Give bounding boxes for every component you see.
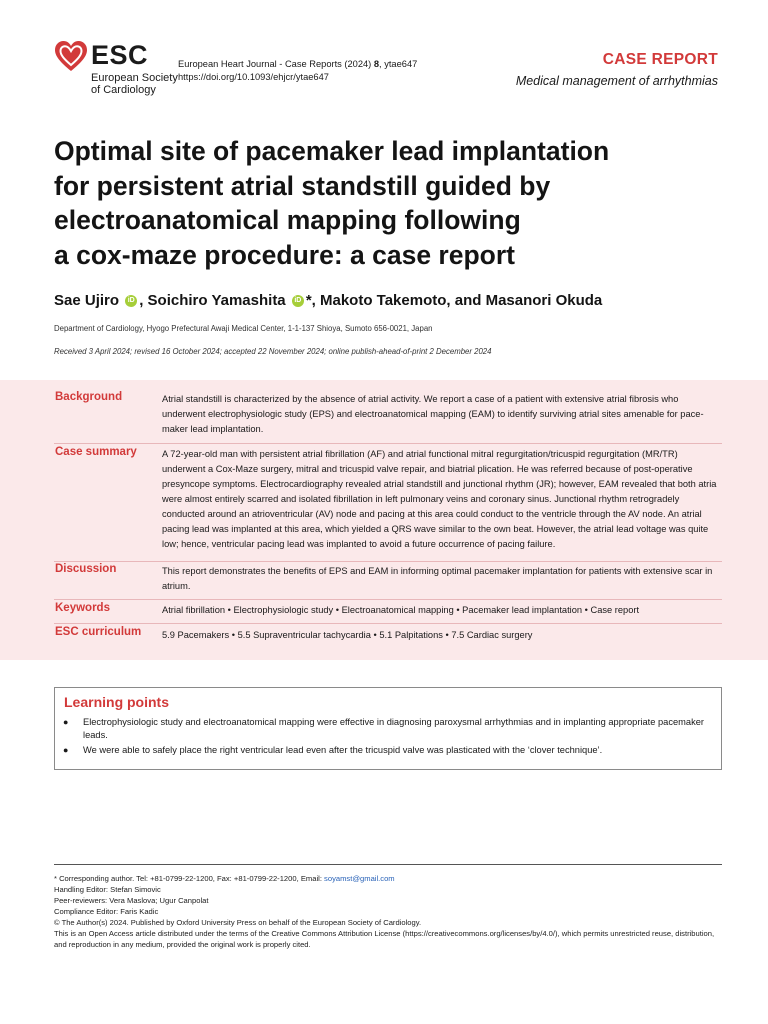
curriculum-text: 5.9 Pacemakers • 5.5 Supraventricular tachycardia • 5.1 Palpitations • 7.5 Cardiac surgery [162, 630, 533, 640]
title-line: Optimal site of pacemaker lead implantation [54, 136, 610, 166]
abstract-label: Keywords [55, 602, 110, 614]
email-link[interactable]: soyamst@gmail.com [324, 874, 395, 883]
abstract-label: Background [55, 391, 123, 403]
abstract-label: Case summary [55, 446, 137, 458]
orcid-icon[interactable]: iD [125, 295, 137, 307]
handling-editor: Handling Editor: Stefan Simovic [54, 885, 161, 894]
corresponding-author-text: * Corresponding author. Tel: +81-0799-22-1200, Fax: +81-0799-22-1200, Email: [54, 874, 325, 883]
article-type [516, 51, 718, 89]
publication-dates: Received 3 April 2024; revised 16 October 2024; accepted 22 November 2024; online publish-ahead-of-print 2 December 2024 [54, 347, 492, 356]
author-name: , Soichiro Yamashita [139, 292, 286, 309]
list-item [63, 716, 713, 742]
corresponding-author [54, 873, 722, 884]
article-title [54, 134, 734, 272]
abstract-divider [54, 599, 722, 600]
affiliation: Department of Cardiology, Hyogo Prefectural Awaji Medical Center, 1-1-137 Shioya, Sumoto 656-0021, Japan [54, 324, 433, 333]
journal-volume: 8 [373, 59, 380, 69]
title-line: a cox-maze procedure: a case report [54, 239, 515, 270]
author-names-rest: *, Makoto Takemoto, and Masanori Okuda [305, 292, 603, 309]
learning-points-list [63, 716, 713, 759]
footnotes [54, 873, 722, 950]
abstract-label: Discussion [55, 563, 117, 575]
abstract-text: A 72-year-old man with persistent atrial fibrillation (AF) and atrial functional mitral regurgitation/tricuspid regurgitation (MR/TR) underwent a Cox-Maze surgery, mitral and tricuspid valve repair, and biatrial plication. He was referred because of post-operative presyncope symptoms. Electrocardiography revealed atrial standstill and junctional rhythm (JR); however, EAM revealed that both atria were almost entirely scarred and isolated fibrillation in left pulmonary veins and coronary sinus. Junctional rhythm retrogradely conducted around an atrioventricular (AV) node and pacing at this area could conduct to the ventricle through the AV node. An atrial pacing lead was implanted at this area, which yielded a QRS wave similar to the own beat. However, the atrial lead voltage was quite low; hence, ventricular pacing lead was implanted to avoid a future occurrence of pacing failure. [162, 449, 717, 549]
abstract-label: ESC curriculum [55, 626, 142, 638]
page-header [0, 0, 768, 110]
title-line: for persistent atrial standstill guided by [54, 170, 551, 201]
author-list [54, 292, 602, 309]
heart-logo-icon [54, 40, 88, 74]
journal-citation [178, 58, 417, 84]
logo-society-line1: European Society [91, 72, 178, 84]
peer-reviewers: Peer-reviewers: Vera Maslova; Ugur Canpolat [54, 896, 209, 905]
journal-name: European Heart Journal - Case Reports (2024) [178, 59, 374, 69]
compliance-editor: Compliance Editor: Faris Kadic [54, 907, 159, 916]
bullet-icon: ● [63, 745, 69, 755]
license-text: This is an Open Access article distributed under the terms of the Creative Commons Attribution License (https://creativecommons.org/licenses/by/4.0/), which permits unrestricted reuse, distribution, and reproduction in any medium, provided the original work is properly cited. [54, 929, 715, 949]
learning-point-text: Electrophysiologic study and electroanatomical mapping were effective in diagnosing paroxysmal arrhythmias and in implanting appropriate pacemaker leads. [83, 717, 704, 740]
structured-abstract [0, 380, 768, 660]
esc-logo [54, 40, 184, 100]
section-label: Medical management of arrhythmias [515, 74, 718, 88]
logo-brand: ESC [91, 40, 149, 70]
learning-points-box [54, 687, 722, 770]
abstract-text: This report demonstrates the benefits of EPS and EAM in informing optimal pacemaker implantation for patients with extensive scar in atrium. [162, 566, 713, 591]
list-item [63, 744, 713, 757]
author-name: Sae Ujiro [54, 292, 120, 309]
title-line: electroanatomical mapping following [54, 205, 521, 235]
orcid-icon[interactable]: iD [292, 295, 304, 307]
doi-link[interactable]: https://doi.org/10.1093/ehjcr/ytae647 [178, 72, 329, 82]
keywords-text: Atrial fibrillation • Electrophysiologic study • Electroanatomical mapping • Pacemaker lead implantation • Case report [162, 605, 640, 615]
abstract-text: Atrial standstill is characterized by the absence of atrial activity. We report a case of a patient with extensive atrial fibrosis who underwent electrophysiologic study (EPS) and electroanatomical mapping (EAM) to identify surviving atrial sites amenable for pace-maker lead implantation. [162, 394, 704, 434]
abstract-divider [54, 623, 722, 624]
case-report-label: CASE REPORT [602, 51, 718, 68]
abstract-divider [54, 443, 722, 444]
logo-society-line2: of Cardiology [91, 84, 156, 96]
copyright: © The Author(s) 2024. Published by Oxford University Press on behalf of the European Society of Cardiology. [54, 918, 422, 927]
abstract-divider [54, 561, 722, 562]
bullet-icon: ● [63, 717, 69, 727]
journal-article-id: , ytae647 [379, 59, 418, 69]
learning-point-text: We were able to safely place the right ventricular lead even after the tricuspid valve was plasticated with the ‘clover technique’. [83, 745, 603, 755]
footnote-divider [54, 864, 722, 865]
learning-points-title: Learning points [64, 694, 169, 710]
